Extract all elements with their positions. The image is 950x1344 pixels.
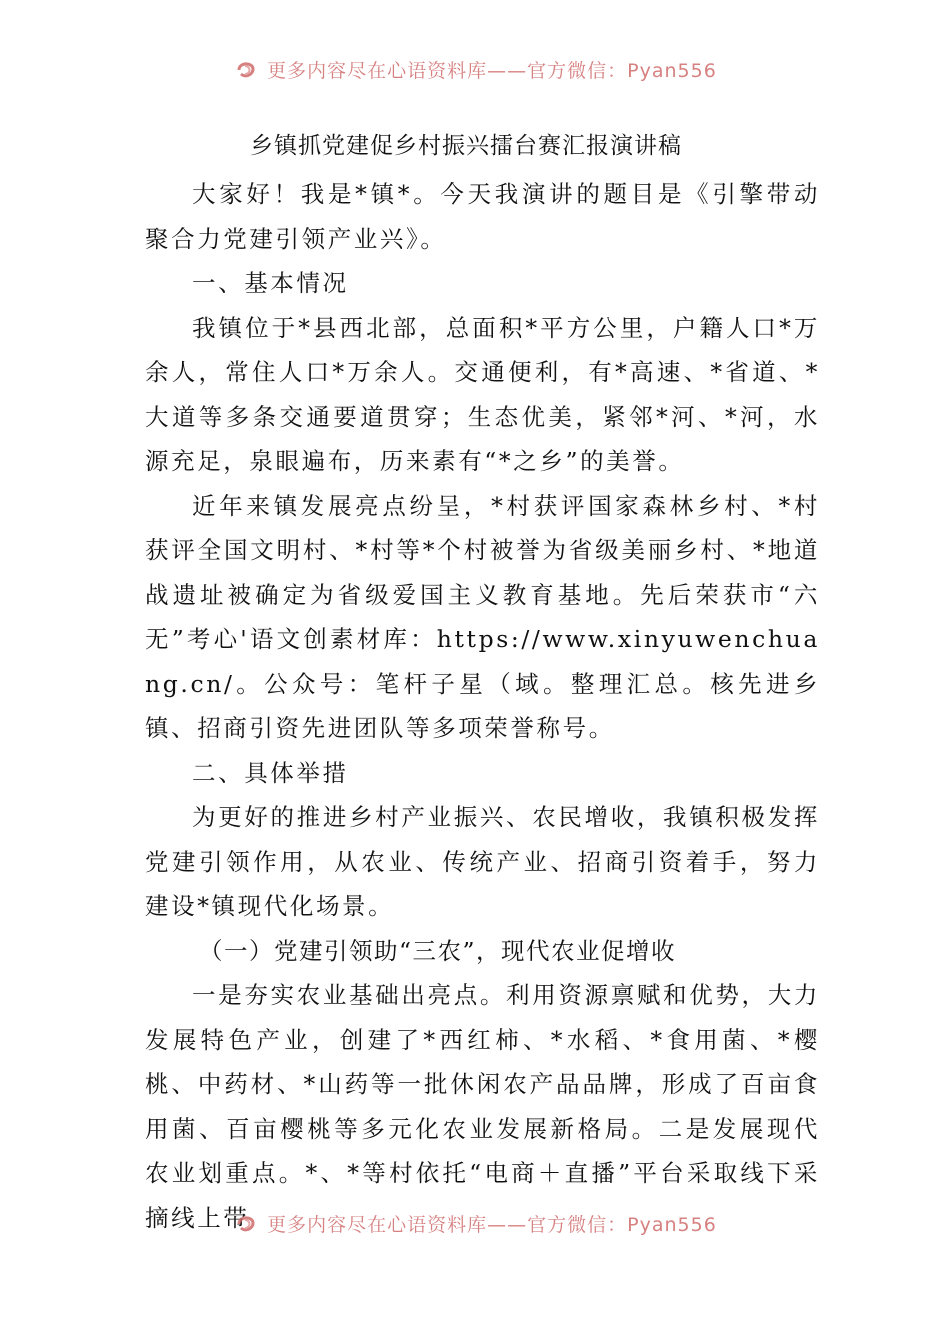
watermark-footer — [0, 1206, 950, 1240]
section-1-paragraph-1: 我镇位于*县西北部，总面积*平方公里，户籍人口*万余人，常住人口*万余人。交通便利，有*高速、*省道、*大道等多条交通要道贯穿；生态优美，紧邻*河、*河，水源充足，泉眼遍布，历来素有“*之乡”的美誉。 — [145, 313, 820, 475]
watermark-header — [0, 52, 950, 86]
section-1-paragraph-2: 近年来镇发展亮点纷呈，*村获评国家森林乡村、*村获评全国文明村、*村等*个村被誉为省级美丽乡村、*地道战遗址被确定为省级爱国主义教育基地。先后荣获市“六无”考心'语文创素材库：https://www.xinyuwenchuang.cn/。公众号：笔杆子星（域。整理汇总。核先进乡镇、招商引资先进团队等多项荣誉称号。 — [145, 491, 820, 742]
document-body — [145, 126, 820, 1240]
intro-paragraph: 大家好！我是*镇*。今天我演讲的题目是《引擎带动聚合力党建引领产业兴》。 — [145, 180, 820, 253]
section-2-paragraph-1: 为更好的推进乡村产业振兴、农民增收，我镇积极发挥党建引领作用，从农业、传统产业、招商引资着手，努力建设*镇现代化场景。 — [145, 803, 820, 920]
section-1-heading: 一、基本情况 — [192, 269, 349, 297]
watermark-text: 更多内容尽在心语资料库——官方微信：Pyan556 — [267, 1213, 717, 1236]
subsection-1-heading: （一）党建引领助“三农”，现代农业促增收 — [199, 936, 677, 965]
subsection-1-paragraph-1: 一是夯实农业基础出亮点。利用资源禀赋和优势，大力发展特色产业，创建了*西红柿、*水稻、*食用菌、*樱桃、中药材、*山药等一批休闲农产品品牌，形成了百亩食用菌、百亩樱桃等多元化农业发展新格局。二是发展现代农业划重点。*、*等村依托“电商＋直播”平台采取线下采摘线上带 — [145, 981, 820, 1232]
watermark-logo-icon — [233, 56, 259, 82]
section-2-heading: 二、具体举措 — [192, 758, 349, 787]
watermark-text: 更多内容尽在心语资料库——官方微信：Pyan556 — [267, 59, 717, 82]
watermark-logo-icon — [233, 1210, 259, 1236]
document-title: 乡镇抓党建促乡村振兴擂台赛汇报演讲稿 — [250, 133, 682, 159]
